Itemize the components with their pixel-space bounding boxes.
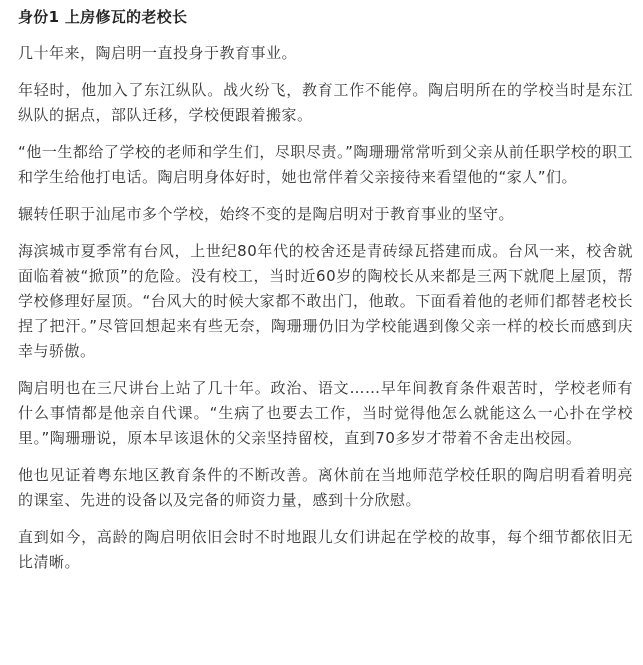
paragraph-4: 辗转任职于汕尾市多个学校，始终不变的是陶启明对于教育事业的坚守。: [18, 205, 515, 223]
paragraph-6: 陶启明也在三尺讲台上站了几十年。政治、语文……早年间教育条件艰苦时，学校老师有什么事情都是他亲自代课。“生病了也要去工作，当时觉得他怎么就能这么一心扑在学校里。”陶珊珊说，原本早该退休的父亲坚持留校，直到70多岁才带着不舍走出校园。: [18, 379, 633, 447]
paragraph-7: 他也见证着粤东地区教育条件的不断改善。离休前在当地师范学校任职的陶启明看着明亮的课室、先进的设备以及完备的师资力量，感到十分欣慰。: [18, 466, 633, 509]
paragraph-5: 海滨城市夏季常有台风，上世纪80年代的校舍还是青砖绿瓦搭建而成。台风一来，校舍就面临着被“掀顶”的危险。没有校工，当时近60岁的陶校长从来都是三两下就爬上屋顶，帮学校修理好屋顶。“台风大的时候大家都不敢出门，他敢。下面看着他的老师们都替老校长捏了把汗。”尽管回想起来有些无奈，陶珊珊仍旧为学校能遇到像父亲一样的校长而感到庆幸与骄傲。: [18, 242, 633, 360]
section-heading: 身份1 上房修瓦的老校长: [18, 8, 188, 26]
paragraph-3: “他一生都给了学校的老师和学生们，尽职尽责。”陶珊珊常常听到父亲从前任职学校的职工和学生给他打电话。陶启明身体好时，她也常伴着父亲接待来看望他的“家人”们。: [18, 143, 633, 186]
paragraph-8: 直到如今，高龄的陶启明依旧会时不时地跟儿女们讲起在学校的故事，每个细节都依旧无比清晰。: [18, 528, 633, 571]
paragraph-2: 年轻时，他加入了东江纵队。战火纷飞，教育工作不能停。陶启明所在的学校当时是东江纵队的据点，部队迁移，学校便跟着搬家。: [18, 81, 633, 124]
paragraph-1: 几十年来，陶启明一直投身于教育事业。: [18, 44, 298, 62]
